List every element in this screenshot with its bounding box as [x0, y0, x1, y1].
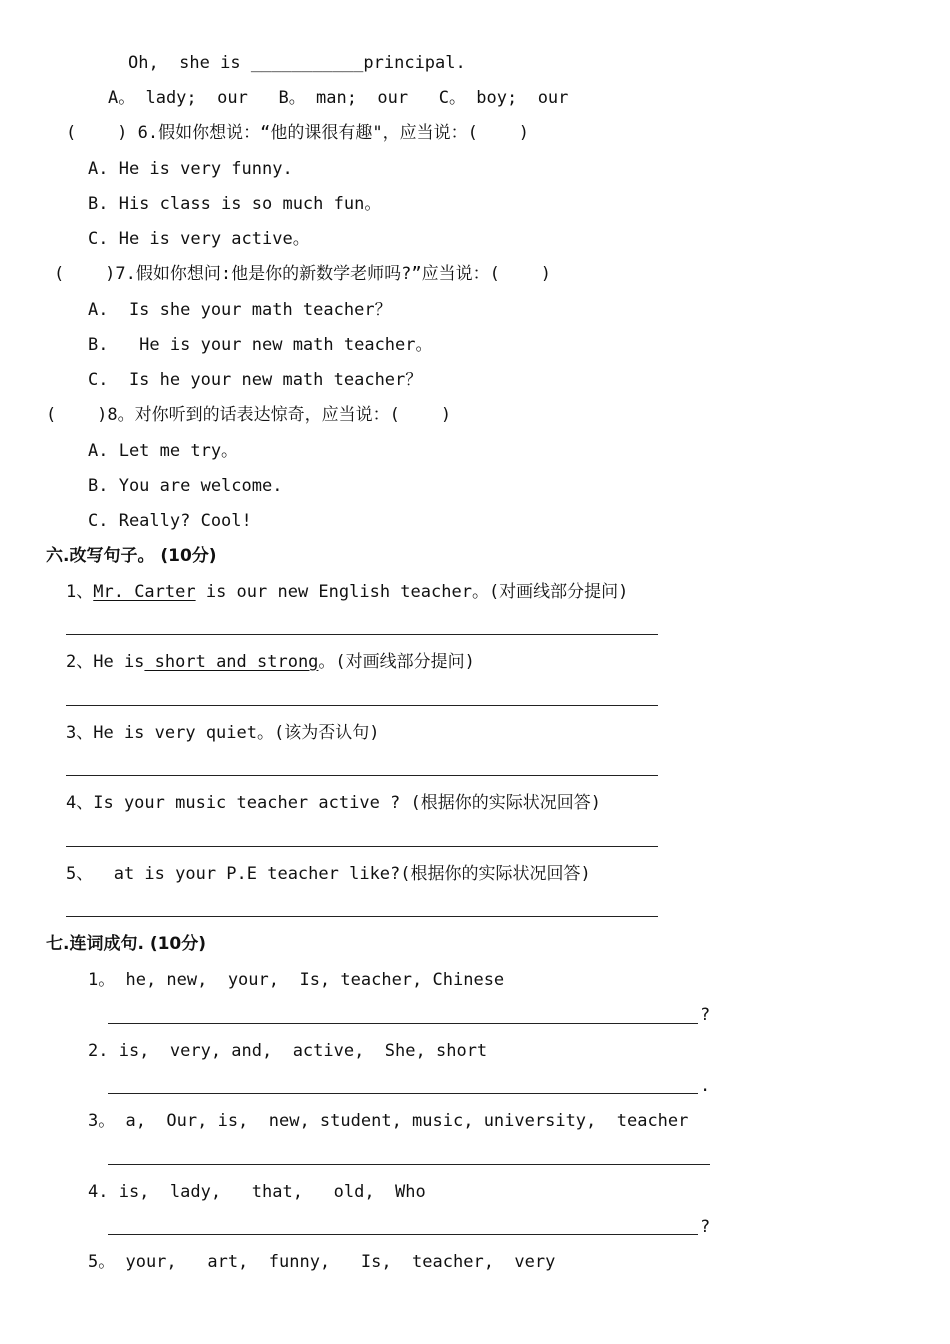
- section7-item-2: 2. is, very, and, active, She, short: [88, 1041, 488, 1061]
- answer-line-7-3[interactable]: [108, 1164, 710, 1165]
- section6-item-2: [66, 651, 475, 673]
- q6-option-c: C. He is very active。: [88, 229, 310, 249]
- q8-option-a: A. Let me try。: [88, 441, 239, 461]
- section7-item-1: 1。 he, new, your, Is, teacher, Chinese: [88, 970, 505, 990]
- section6-item-3: 3、He is very quiet。(该为否认句): [66, 723, 380, 743]
- answer-line-7-4[interactable]: [108, 1234, 698, 1235]
- item-prefix: 1、: [66, 582, 94, 602]
- q7-option-b: B. He is your new math teacher。: [88, 335, 433, 355]
- q5-options: A。 lady; our B。 man; our C。 boy; our: [108, 88, 569, 108]
- answer-line-6-3[interactable]: [66, 775, 658, 776]
- q7-stem: ( )7.假如你想问:他是你的新数学老师吗?”应当说：( ): [54, 264, 551, 284]
- q8-option-c: C. Really? Cool!: [88, 511, 252, 531]
- answer-line-7-1[interactable]: [108, 1023, 698, 1024]
- q6-stem: ( ) 6.假如你想说：“他的课很有趣"，应当说：( ): [66, 123, 529, 143]
- answer-line-6-4[interactable]: [66, 846, 658, 847]
- q7-option-a: A. Is she your math teacher？: [88, 300, 392, 320]
- section6-item-4: 4、Is your music teacher active ? (根据你的实际状况回答): [66, 793, 601, 813]
- q6-option-a: A. He is very funny.: [88, 159, 293, 179]
- answer-line-6-1[interactable]: [66, 634, 658, 635]
- answer-line-6-5[interactable]: [66, 916, 658, 917]
- item-suffix: 。(对画线部分提问): [318, 652, 475, 672]
- section6-item-1: [66, 581, 628, 603]
- underlined-part: Mr. Carter: [93, 582, 196, 602]
- section7-title: 七.连词成句. (10分): [46, 934, 207, 954]
- end-mark-7-1: ?: [700, 1005, 711, 1025]
- q6-option-b: B. His class is so much fun。: [88, 194, 382, 214]
- end-mark-7-2: .: [700, 1076, 711, 1096]
- q7-option-c: C. Is he your new math teacher？: [88, 370, 423, 390]
- section7-item-3: 3。 a, Our, is, new, student, music, university, teacher: [88, 1111, 689, 1131]
- answer-line-6-2[interactable]: [66, 705, 658, 706]
- item-prefix: 2、He is: [66, 652, 145, 672]
- section7-item-4: 4. is, lady, that, old, Who: [88, 1182, 426, 1202]
- end-mark-7-4: ?: [700, 1217, 711, 1237]
- q8-stem: ( )8。对你听到的话表达惊奇，应当说：( ): [46, 405, 452, 425]
- q8-option-b: B. You are welcome.: [88, 476, 283, 496]
- item-suffix: is our new English teacher。(对画线部分提问): [195, 582, 629, 602]
- q5-sentence: Oh, she is ___________principal.: [128, 53, 466, 73]
- section6-title: 六.改写句子。 (10分): [46, 546, 217, 566]
- underlined-part: short and strong: [144, 652, 319, 672]
- answer-line-7-2[interactable]: [108, 1093, 698, 1094]
- section7-item-5: 5。 your, art, funny, Is, teacher, very: [88, 1252, 556, 1272]
- section6-item-5: 5、 at is your P.E teacher like?(根据你的实际状况回答): [66, 864, 591, 884]
